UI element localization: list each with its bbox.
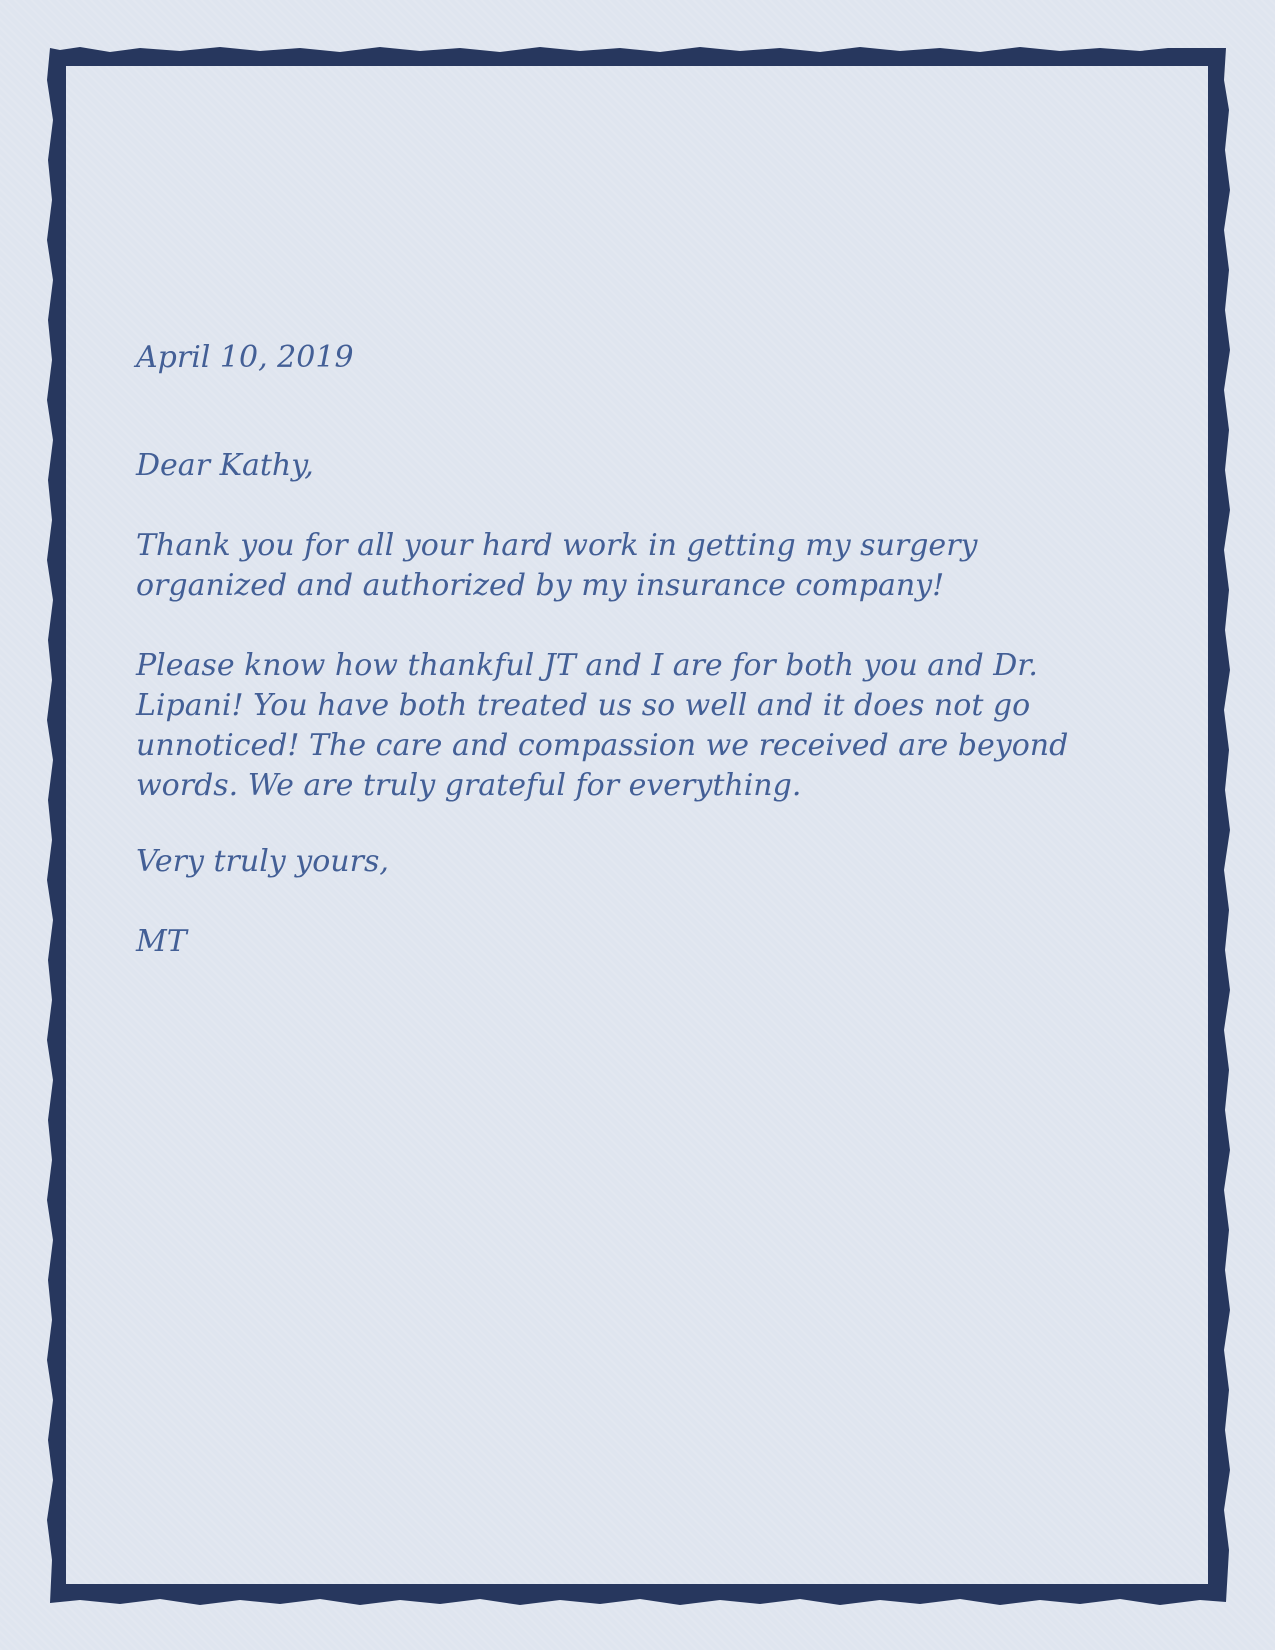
letter-date: April 10, 2019 [136, 340, 354, 375]
letter-paragraph-1 [136, 526, 1136, 606]
border-frame [47, 47, 1230, 1605]
paragraph-line: words. We are truly grateful for everything. [136, 768, 802, 803]
paragraph-line: organized and authorized by my insurance company! [136, 568, 945, 603]
paragraph-line: Lipani! You have both treated us so well and it does not go [136, 688, 1031, 723]
letter-paragraph-2 [136, 646, 1136, 806]
letter-signature: MT [136, 924, 187, 959]
paragraph-line: Please know how thankful JT and I are for both you and Dr. [136, 648, 1038, 683]
paragraph-line: unnoticed! The care and compassion we received are beyond [136, 728, 1069, 763]
paragraph-line: Thank you for all your hard work in getting my surgery [136, 528, 978, 563]
letter-greeting: Dear Kathy, [136, 448, 314, 483]
letter-closing: Very truly yours, [136, 844, 389, 879]
